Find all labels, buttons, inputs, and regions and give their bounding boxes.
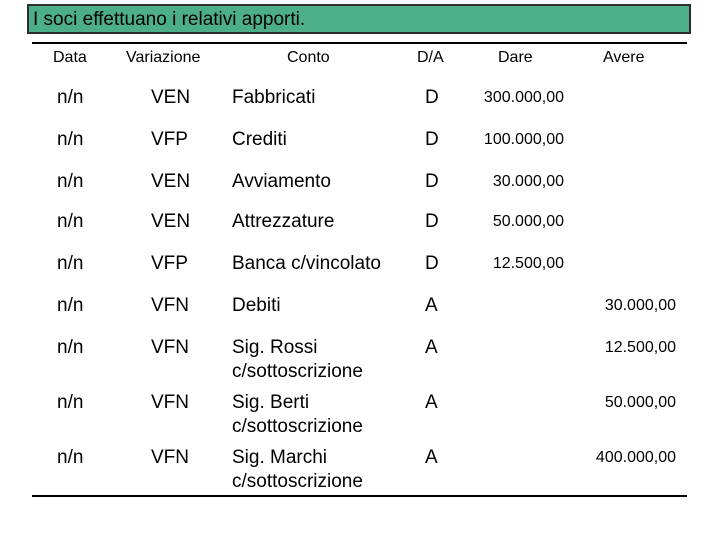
row-data: n/n	[57, 447, 84, 468]
row-variazione: VEN	[151, 171, 191, 192]
header-avere: Avere	[603, 49, 645, 66]
table-bottom-rule	[32, 495, 687, 497]
row-variazione: VFN	[151, 392, 189, 413]
header-variazione: Variazione	[126, 49, 201, 66]
row-variazione: VEN	[151, 211, 191, 232]
row-data: n/n	[57, 253, 84, 274]
page-title: I soci effettuano i relativi apporti.	[33, 9, 306, 30]
row-da: D	[425, 171, 439, 192]
row-conto: Fabbricati	[232, 87, 316, 108]
row-variazione: VFN	[151, 295, 189, 316]
row-conto: Attrezzature	[232, 211, 335, 232]
row-dare-amount: 12.500,00	[492, 255, 564, 272]
row-dare-amount: 300.000,00	[483, 89, 564, 106]
row-avere-amount: 30.000,00	[604, 297, 676, 314]
row-da: D	[425, 129, 439, 150]
row-da: A	[425, 337, 438, 358]
row-conto: c/sottoscrizione	[232, 471, 363, 492]
row-data: n/n	[57, 211, 84, 232]
header-dare: Dare	[498, 49, 533, 66]
row-variazione: VFN	[151, 447, 189, 468]
row-avere-amount: 12.500,00	[604, 339, 676, 356]
row-variazione: VFN	[151, 337, 189, 358]
row-conto: c/sottoscrizione	[232, 361, 363, 382]
row-dare-amount: 30.000,00	[492, 173, 564, 190]
header-da: D/A	[417, 49, 444, 66]
row-conto: Debiti	[232, 295, 281, 316]
row-conto: Banca c/vincolato	[232, 253, 381, 274]
row-avere-amount: 50.000,00	[604, 394, 676, 411]
row-dare-amount: 50.000,00	[492, 213, 564, 230]
row-variazione: VFP	[151, 129, 188, 150]
row-conto: Sig. Rossi	[232, 337, 318, 358]
row-avere-amount: 400.000,00	[595, 449, 676, 466]
row-da: A	[425, 392, 438, 413]
row-dare-amount: 100.000,00	[483, 131, 564, 148]
row-conto: Crediti	[232, 129, 287, 150]
row-conto: Sig. Marchi	[232, 447, 328, 468]
row-data: n/n	[57, 337, 84, 358]
row-data: n/n	[57, 392, 84, 413]
row-variazione: VEN	[151, 87, 191, 108]
row-data: n/n	[57, 295, 84, 316]
row-da: D	[425, 253, 439, 274]
row-da: D	[425, 211, 439, 232]
header-top-rule	[32, 42, 687, 44]
row-da: D	[425, 87, 439, 108]
row-conto: Sig. Berti	[232, 392, 310, 413]
title-banner	[27, 4, 691, 34]
row-conto: Avviamento	[232, 171, 331, 192]
row-data: n/n	[57, 87, 84, 108]
row-data: n/n	[57, 129, 84, 150]
row-variazione: VFP	[151, 253, 188, 274]
header-conto: Conto	[287, 49, 330, 66]
row-data: n/n	[57, 171, 84, 192]
header-data: Data	[53, 49, 87, 66]
row-conto: c/sottoscrizione	[232, 416, 363, 437]
row-da: A	[425, 295, 438, 316]
row-da: A	[425, 447, 438, 468]
